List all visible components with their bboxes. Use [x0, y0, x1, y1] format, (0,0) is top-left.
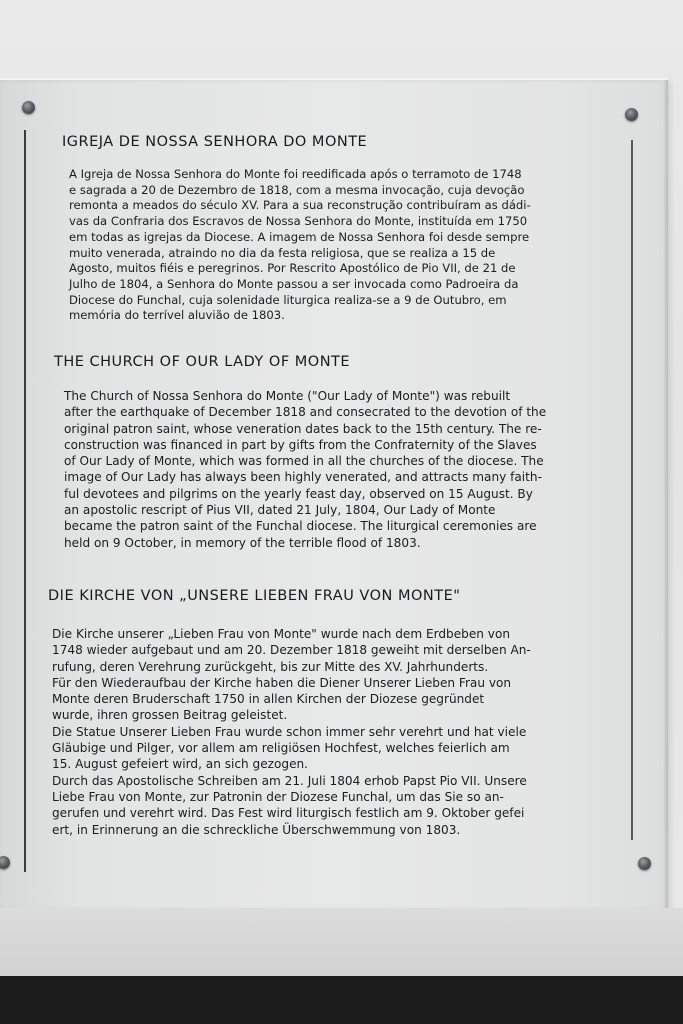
text-line: remonta a meados do século XV. Para a sua reconstrução contribuíram as dádi-	[69, 198, 531, 213]
text-line: became the patron saint of the Funchal diocese. The liturgical ceremonies are	[64, 519, 537, 534]
screw-top-right-icon	[625, 108, 638, 121]
text-line: held on 9 October, in memory of the terrible flood of 1803.	[64, 535, 421, 550]
dark-floor-band	[0, 976, 683, 1024]
section-german	[48, 588, 620, 838]
text-line: construction was financed in part by gifts from the Confraternity of the Slaves	[64, 437, 537, 452]
text-line: of Our Lady of Monte, which was formed in all the churches of the diocese. The	[64, 454, 544, 469]
text-line: Die Kirche unserer „Lieben Frau von Monte" wurde nach dem Erdbeben von	[52, 627, 511, 641]
text-line: memória do terrível aluvião de 1803.	[69, 308, 285, 323]
text-line: em todas as igrejas da Diocese. A imagem de Nossa Senhora foi desde sempre	[69, 229, 530, 244]
text-line: The Church of Nossa Senhora do Monte ("Our Lady of Monte") was rebuilt	[64, 389, 511, 403]
screw-top-left-icon	[22, 101, 35, 114]
section-heading: IGREJA DE NOSSA SENHORA DO MONTE	[62, 134, 368, 150]
text-line: Gläubige und Pilger, vor allem am religiösen Hochfest, welches feierlich am	[52, 741, 510, 756]
text-line: ful devotees and pilgrims on the yearly feast day, observed on 15 August. By	[64, 486, 533, 501]
text-line: original patron saint, whose veneration dates back to the 15th century. The re-	[64, 421, 542, 436]
text-line: 1748 wieder aufgebaut und am 20. Dezember 1818 geweiht mit derselben An-	[52, 643, 531, 658]
text-line: vas da Confraria dos Escravos de Nossa Senhora do Monte, instituída em 1750	[69, 214, 528, 229]
text-line: gerufen und verehrt wird. Das Fest wird liturgisch festlich am 9. Oktober gefei	[52, 806, 525, 821]
text-line: Julho de 1804, a Senhora do Monte passou a ser invocada como Padroeira da	[69, 276, 519, 291]
text-line: image of Our Lady has always been highly venerated, and attracts many faith-	[64, 470, 542, 485]
text-line: Durch das Apostolische Schreiben am 21. Juli 1804 erhob Papst Pio VII. Unsere	[52, 773, 527, 788]
text-line: Liebe Frau von Monte, zur Patronin der Diozese Funchal, um das Sie so an-	[52, 789, 504, 804]
text-line: after the earthquake of December 1818 and consecrated to the devotion of the	[64, 405, 547, 420]
text-line: muito venerada, atraindo no dia da festa religiosa, que se realiza a 15 de	[69, 245, 496, 260]
text-line: rufung, deren Verehrung zurückgeht, bis zur Mitte des XV. Jahrhunderts.	[52, 659, 489, 674]
section-body	[54, 388, 614, 551]
plaque-left-rule	[24, 130, 26, 872]
text-line: Monte deren Bruderschaft 1750 in allen Kirchen der Diozese gegründet	[52, 692, 485, 707]
text-line: wurde, ihren grossen Beitrag geleistet.	[52, 708, 288, 723]
plaque-right-rule	[631, 140, 633, 840]
text-line: e sagrada a 20 de Dezembro de 1818, com a mesma invocação, cuja devoção	[69, 182, 525, 197]
wall-below-plaque	[0, 908, 683, 976]
text-line: 15. August gefeiert wird, an sich gezogen.	[52, 757, 309, 772]
text-line: Für den Wiederaufbau der Kirche haben die Diener Unserer Lieben Frau von	[52, 675, 512, 690]
text-line: an apostolic rescript of Pius VII, dated 21 July, 1804, Our Lady of Monte	[64, 503, 496, 518]
text-line: ert, in Erinnerung an die schreckliche Überschwemmung von 1803.	[52, 822, 461, 837]
text-line: Agosto, muitos fiéis e peregrinos. Por Rescrito Apostólico de Pio VII, de 21 de	[69, 261, 516, 276]
section-heading: DIE KIRCHE VON „UNSERE LIEBEN FRAU VON MONTE"	[48, 588, 461, 604]
section-body	[62, 167, 606, 324]
section-portuguese	[62, 134, 606, 324]
section-heading: THE CHURCH OF OUR LADY OF MONTE	[54, 354, 351, 370]
screw-bottom-right-icon	[638, 857, 651, 870]
section-body	[48, 626, 620, 838]
text-line: Diocese do Funchal, cuja solenidade liturgica realiza-se a 9 de Outubro, em	[69, 292, 507, 307]
section-english	[54, 354, 614, 551]
text-line: A Igreja de Nossa Senhora do Monte foi reedificada após o terramoto de 1748	[69, 167, 522, 181]
text-line: Die Statue Unserer Lieben Frau wurde schon immer sehr verehrt und hat viele	[52, 724, 527, 739]
